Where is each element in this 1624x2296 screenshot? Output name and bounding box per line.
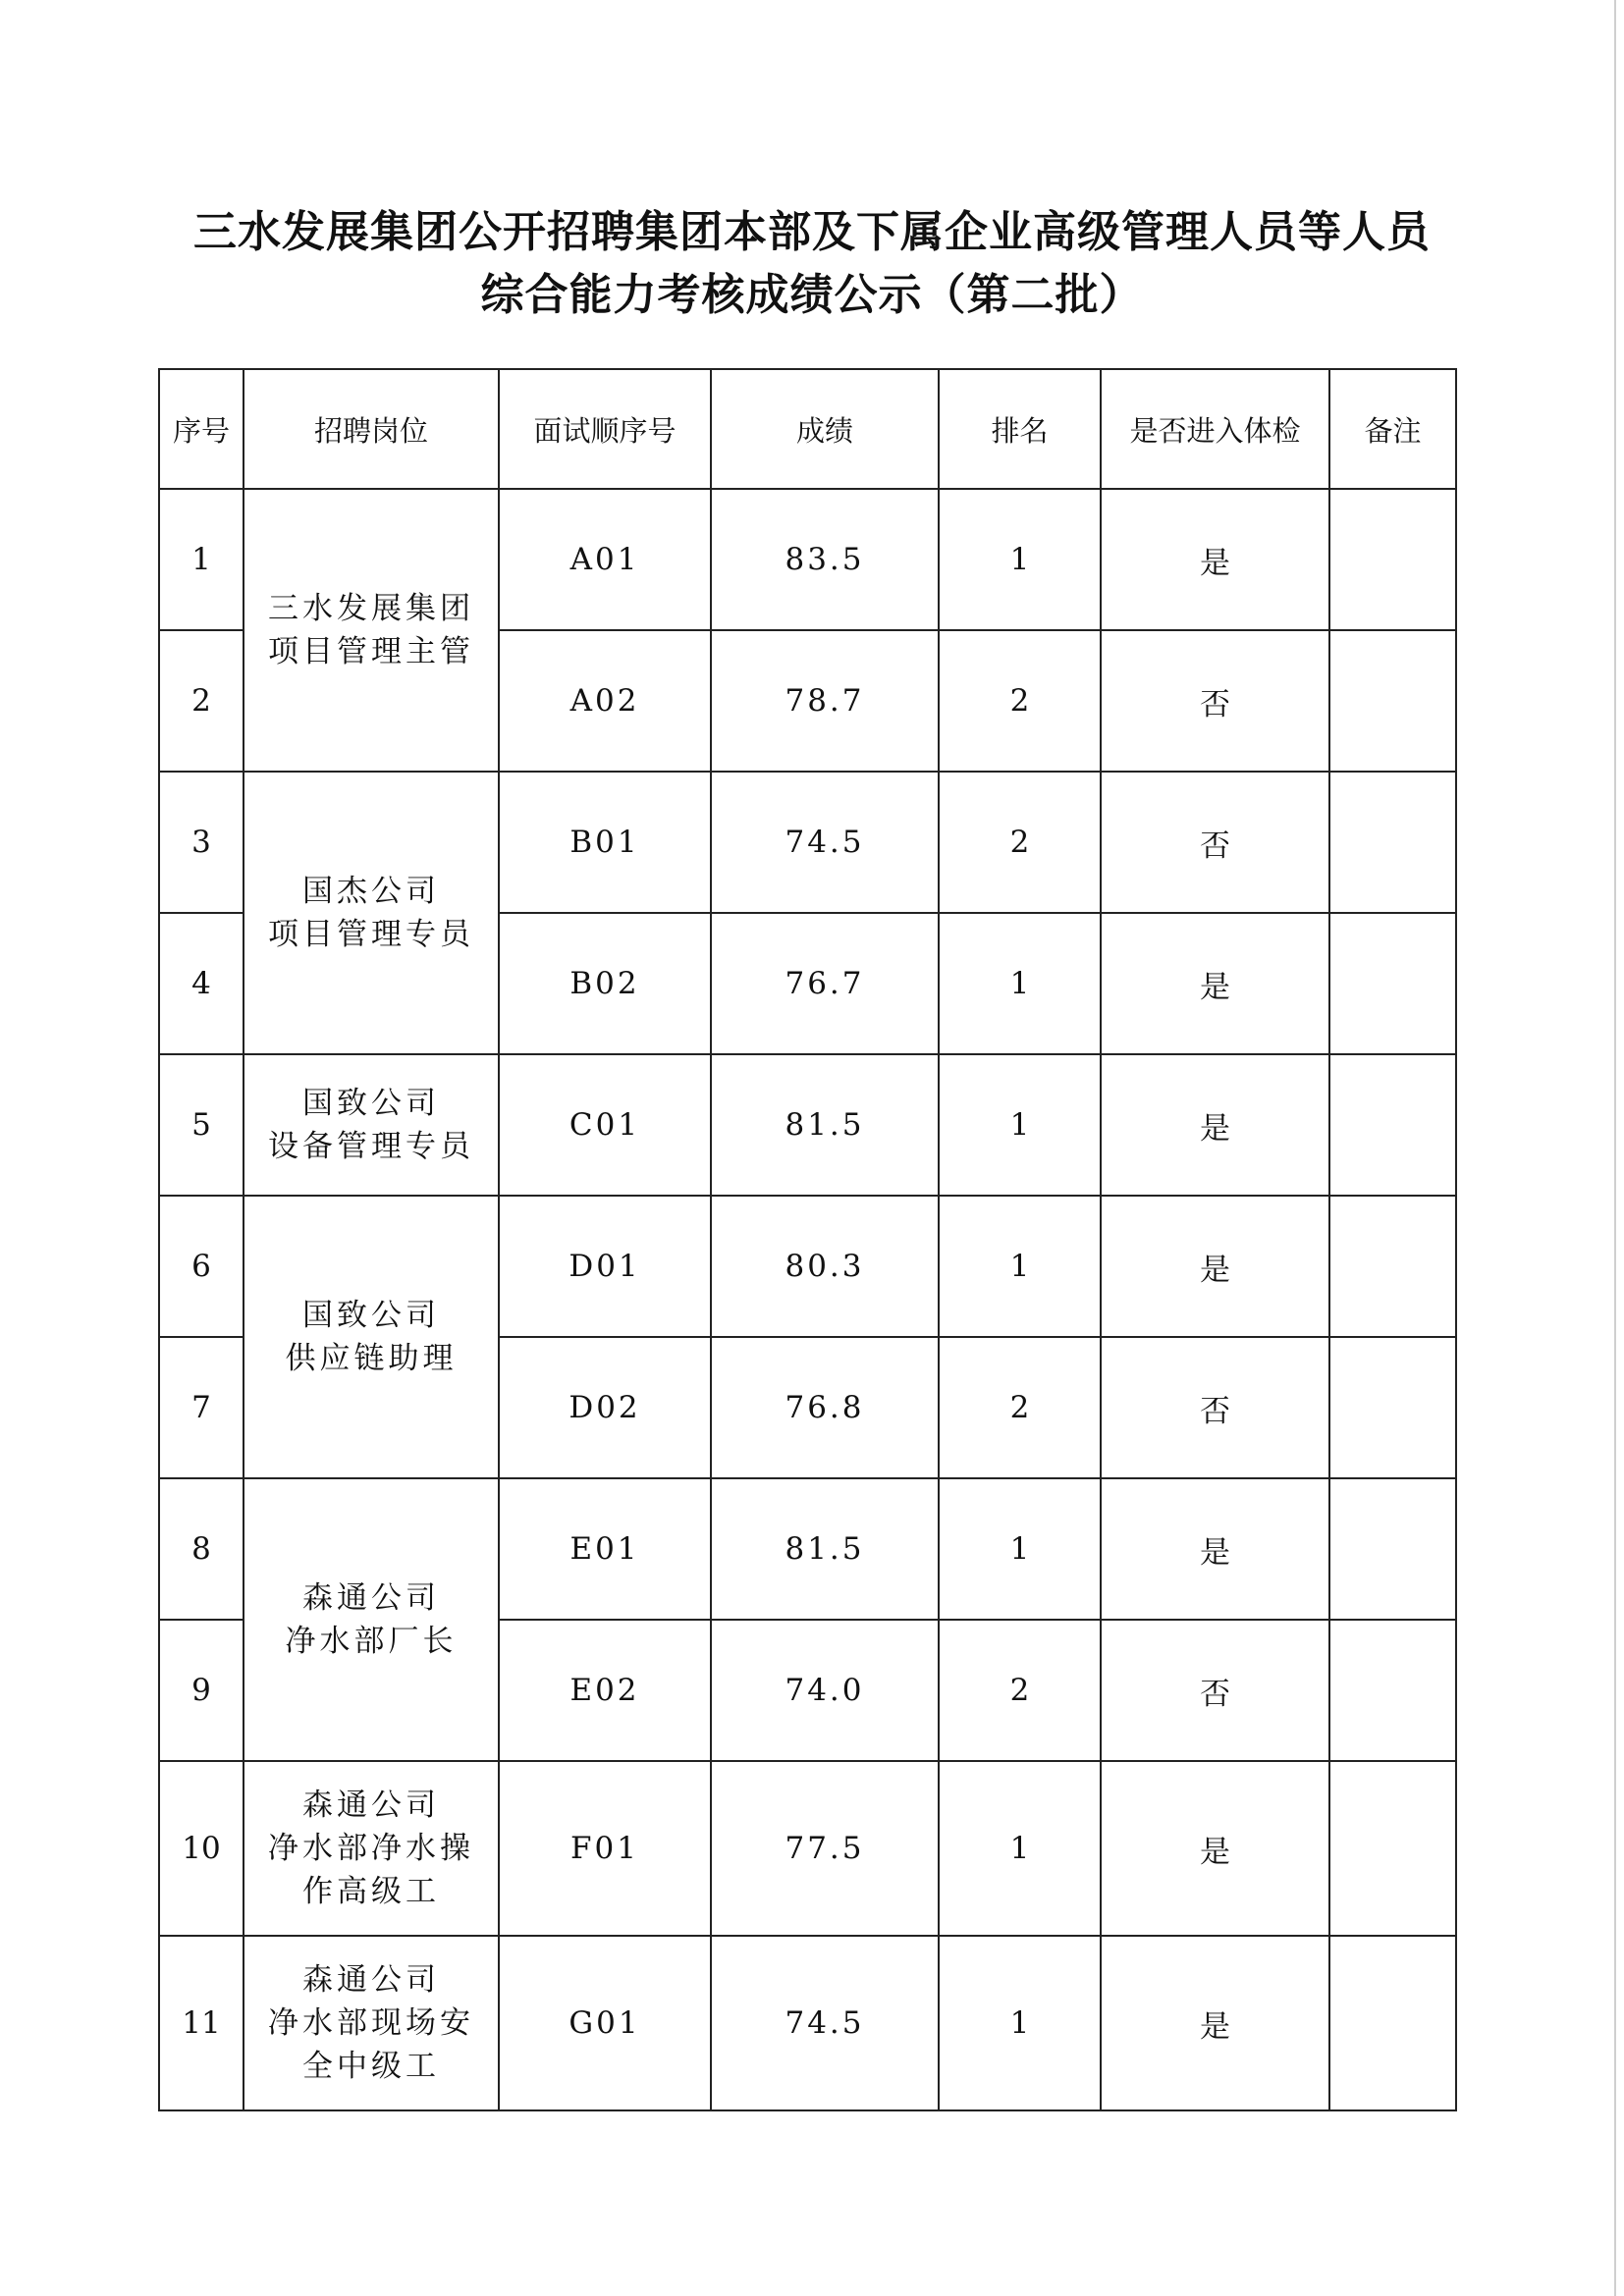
- cell-no: 4: [159, 913, 244, 1054]
- cell-exam: 是: [1101, 1478, 1329, 1620]
- post-line: 项目管理主管: [268, 634, 474, 669]
- cell-score: 81.5: [711, 1478, 939, 1620]
- cell-rank: 1: [939, 1196, 1101, 1337]
- cell-code: G01: [499, 1936, 711, 2110]
- post-line: 三水发展集团: [268, 591, 474, 626]
- cell-note: [1329, 1196, 1456, 1337]
- header-cell-exam: 是否进入体检: [1101, 369, 1329, 489]
- document-title: [0, 201, 1624, 327]
- cell-rank: 2: [939, 772, 1101, 913]
- post-line: 森通公司: [302, 1962, 440, 1998]
- cell-rank: 1: [939, 1936, 1101, 2110]
- post-line: 森通公司: [302, 1788, 440, 1823]
- cell-no: 2: [159, 630, 244, 772]
- cell-no: 10: [159, 1761, 244, 1936]
- header-cell-rank: 排名: [939, 369, 1101, 489]
- cell-post: [244, 489, 499, 772]
- title-line-2: 综合能力考核成绩公示（第二批）: [480, 270, 1144, 320]
- cell-score: 76.7: [711, 913, 939, 1054]
- cell-exam: 否: [1101, 772, 1329, 913]
- cell-post: [244, 1478, 499, 1761]
- cell-rank: 2: [939, 1620, 1101, 1761]
- cell-code: B02: [499, 913, 711, 1054]
- cell-note: [1329, 772, 1456, 913]
- cell-post: [244, 1196, 499, 1478]
- table-row: [159, 1478, 1456, 1620]
- post-line: 净水部厂长: [285, 1624, 458, 1659]
- cell-code: C01: [499, 1054, 711, 1196]
- post-line: 设备管理专员: [268, 1129, 474, 1164]
- cell-rank: 1: [939, 489, 1101, 630]
- cell-no: 9: [159, 1620, 244, 1761]
- post-line: 净水部净水操: [268, 1831, 474, 1866]
- table-row: [159, 1936, 1456, 2110]
- post-line: 项目管理专员: [268, 917, 474, 952]
- cell-post: [244, 1054, 499, 1196]
- post-line: 全中级工: [302, 2049, 440, 2084]
- cell-score: 77.5: [711, 1761, 939, 1936]
- header-cell-post: 招聘岗位: [244, 369, 499, 489]
- post-line: 森通公司: [302, 1580, 440, 1616]
- cell-code: E02: [499, 1620, 711, 1761]
- cell-score: 80.3: [711, 1196, 939, 1337]
- cell-score: 76.8: [711, 1337, 939, 1478]
- cell-code: B01: [499, 772, 711, 913]
- cell-code: A02: [499, 630, 711, 772]
- header-cell-note: 备注: [1329, 369, 1456, 489]
- cell-no: 8: [159, 1478, 244, 1620]
- cell-no: 3: [159, 772, 244, 913]
- header-row: [159, 369, 1456, 489]
- cell-code: D01: [499, 1196, 711, 1337]
- cell-exam: 是: [1101, 489, 1329, 630]
- cell-exam: 否: [1101, 1337, 1329, 1478]
- cell-no: 5: [159, 1054, 244, 1196]
- cell-note: [1329, 489, 1456, 630]
- scan-edge-line: [1614, 0, 1616, 2296]
- cell-score: 74.5: [711, 772, 939, 913]
- table-row: [159, 1054, 1456, 1196]
- cell-note: [1329, 1478, 1456, 1620]
- cell-rank: 1: [939, 1478, 1101, 1620]
- cell-note: [1329, 1054, 1456, 1196]
- table-row: [159, 1196, 1456, 1337]
- cell-code: A01: [499, 489, 711, 630]
- cell-note: [1329, 1761, 1456, 1936]
- cell-note: [1329, 630, 1456, 772]
- cell-note: [1329, 1620, 1456, 1761]
- cell-exam: 是: [1101, 913, 1329, 1054]
- table-row: [159, 772, 1456, 913]
- cell-post: [244, 772, 499, 1054]
- cell-rank: 1: [939, 1761, 1101, 1936]
- header-cell-score: 成绩: [711, 369, 939, 489]
- table-row: [159, 489, 1456, 630]
- cell-score: 83.5: [711, 489, 939, 630]
- header-cell-code: 面试顺序号: [499, 369, 711, 489]
- post-line: 国杰公司: [302, 874, 440, 909]
- table-row: [159, 1761, 1456, 1936]
- post-line: 供应链助理: [285, 1341, 458, 1376]
- cell-rank: 1: [939, 1054, 1101, 1196]
- cell-no: 7: [159, 1337, 244, 1478]
- cell-note: [1329, 913, 1456, 1054]
- cell-score: 78.7: [711, 630, 939, 772]
- cell-exam: 是: [1101, 1054, 1329, 1196]
- cell-no: 11: [159, 1936, 244, 2110]
- cell-note: [1329, 1936, 1456, 2110]
- cell-exam: 是: [1101, 1196, 1329, 1337]
- cell-exam: 是: [1101, 1936, 1329, 2110]
- post-line: 国致公司: [302, 1086, 440, 1121]
- cell-rank: 2: [939, 630, 1101, 772]
- cell-rank: 1: [939, 913, 1101, 1054]
- cell-score: 81.5: [711, 1054, 939, 1196]
- cell-note: [1329, 1337, 1456, 1478]
- title-line-1: 三水发展集团公开招聘集团本部及下属企业高级管理人员等人员: [193, 207, 1431, 257]
- cell-code: E01: [499, 1478, 711, 1620]
- cell-exam: 否: [1101, 630, 1329, 772]
- post-line: 国致公司: [302, 1298, 440, 1333]
- cell-score: 74.5: [711, 1936, 939, 2110]
- results-table: [158, 368, 1457, 2111]
- post-line: 净水部现场安: [268, 2005, 474, 2041]
- cell-post: [244, 1936, 499, 2110]
- cell-code: F01: [499, 1761, 711, 1936]
- cell-score: 74.0: [711, 1620, 939, 1761]
- cell-code: D02: [499, 1337, 711, 1478]
- post-line: 作高级工: [302, 1874, 440, 1909]
- cell-post: [244, 1761, 499, 1936]
- cell-exam: 是: [1101, 1761, 1329, 1936]
- cell-rank: 2: [939, 1337, 1101, 1478]
- cell-no: 1: [159, 489, 244, 630]
- header-cell-no: 序号: [159, 369, 244, 489]
- cell-exam: 否: [1101, 1620, 1329, 1761]
- cell-no: 6: [159, 1196, 244, 1337]
